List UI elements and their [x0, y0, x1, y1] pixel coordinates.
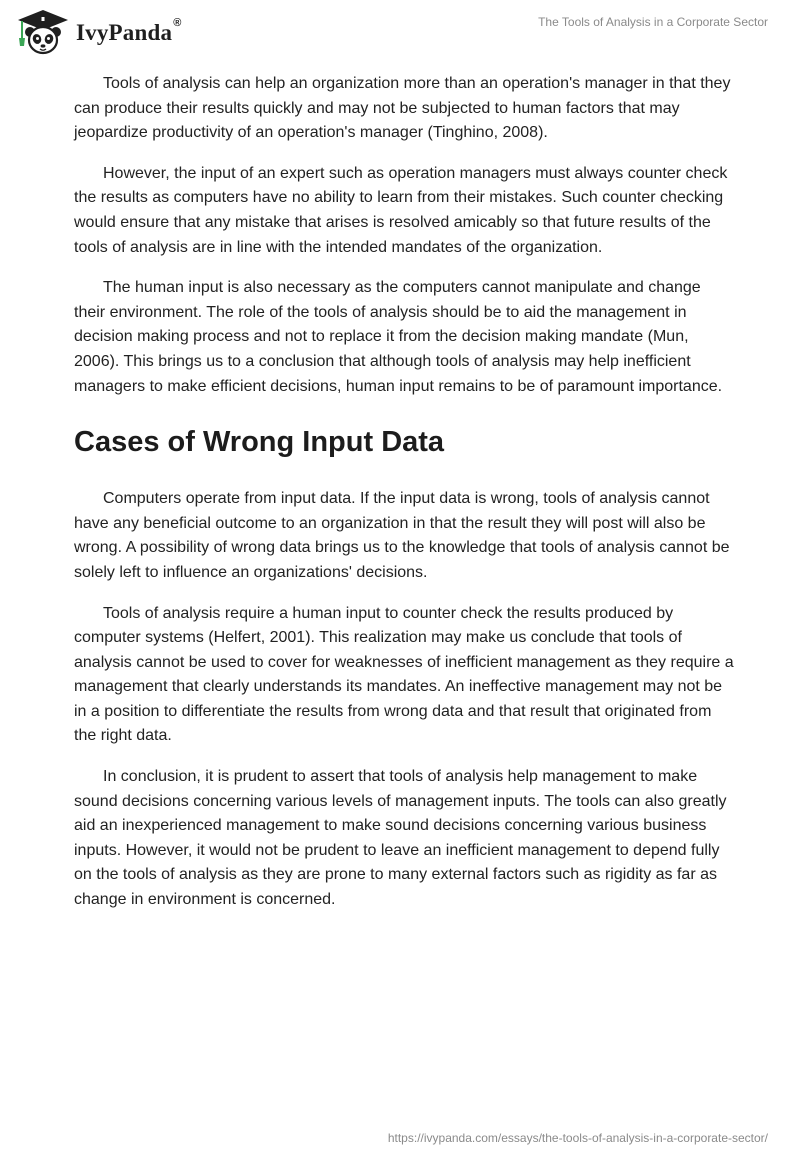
source-url[interactable]: https://ivypanda.com/essays/the-tools-of-analysis-in-a-corporate-sector/	[387, 1131, 768, 1145]
registered-mark: ®	[173, 17, 182, 29]
brand-text: IvyPanda	[76, 20, 173, 45]
paragraph: Tools of analysis can help an organization more than an operation's manager in that they can produce their results quickly and may not be subjected to human factors that may jeopardize productivity of an operation's manager (Tinghino, 2008).	[74, 75, 731, 142]
panda-graduation-cap-icon	[14, 8, 72, 56]
ivypanda-logo[interactable]	[14, 8, 182, 56]
brand-name	[76, 17, 182, 46]
paragraph: The human input is also necessary as the computers cannot manipulate and change their environment. The role of the tools of analysis should be to aid the management in decision making process and not to replace it from the decision making mandate (Mun, 2006). This brings us to a conclusion that although tools of analysis may help inefficient managers to make efficient decisions, human input remains to be of paramount importance.	[74, 279, 723, 395]
document-title: The Tools of Analysis in a Corporate Sector	[538, 15, 768, 29]
paragraph: Computers operate from input data. If the input data is wrong, tools of analysis cannot have any beneficial outcome to an organization in that the result they will post will also be wrong. A possibility of wrong data brings us to the knowledge that tools of analysis cannot be solely left to influence an organizations' decisions.	[74, 490, 730, 581]
paragraph: However, the input of an expert such as operation managers must always counter check the results as computers have no ability to learn from their mistakes. Such counter checking would ensure that any mistake that arises is resolved amicably so that future results of the tools of analysis are in line with the intended mandates of the organization.	[74, 164, 728, 256]
section-heading: Cases of Wrong Input Data	[74, 426, 445, 459]
page-header	[0, 0, 800, 70]
paragraph: In conclusion, it is prudent to assert that tools of analysis help management to make sound decisions concerning various levels of management inputs. The tools can also greatly aid an inexperienced management to make sound decisions concerning various business inputs. However, it would not be prudent to leave an inefficient management to depend fully on the tools of analysis as they are prone to many external factors such as rigidity as far as change in environment is concerned.	[74, 768, 727, 909]
paragraph: Tools of analysis require a human input to counter check the results produced by computer systems (Helfert, 2001). This realization may make us conclude that tools of analysis cannot be used to cover for weaknesses of inefficient management as they require a management that clearly understands its mandates. An ineffective management may not be in a position to differentiate the results from wrong data and that result that originated from the right data.	[74, 604, 734, 745]
essay-body	[74, 72, 734, 929]
